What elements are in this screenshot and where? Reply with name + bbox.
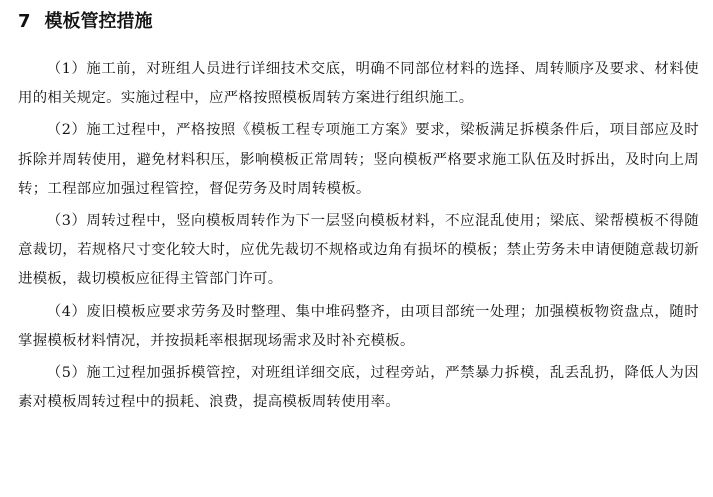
paragraph-3: （3）周转过程中，竖向模板周转作为下一层竖向模板材料，不应混乱使用；梁底、梁帮模板不得随意裁切，若规格尺寸变化较大时，应优先裁切不规格或边角有损坏的模板；禁止劳务未申请便随意裁切新进模板，裁切模板应征得主管部门许可。 [18, 213, 699, 288]
paragraph-5: （5）施工过程加强拆模管控，对班组详细交底，过程旁站，严禁暴力拆模，乱丢乱扔，降低人为因素对模板周转过程中的损耗、浪费，提高模板周转使用率。 [18, 365, 699, 411]
section-heading [18, 8, 699, 36]
paragraph-1: （1）施工前，对班组人员进行详细技术交底，明确不同部位材料的选择、周转顺序及要求、材料使用的相关规定。实施过程中，应严格按照模板周转方案进行组织施工。 [18, 61, 699, 107]
section-body [18, 55, 699, 417]
section-number: 7 [18, 11, 31, 32]
paragraph-4: （4）废旧模板应要求劳务及时整理、集中堆码整齐，由项目部统一处理；加强模板物资盘点，随时掌握模板材料情况，并按损耗率根据现场需求及时补充模板。 [18, 303, 699, 349]
section-title: 模板管控措施 [44, 11, 153, 32]
paragraph-2: （2）施工过程中，严格按照《模板工程专项施工方案》要求，梁板满足拆模条件后，项目部应及时拆除并周转使用，避免材料积压，影响模板正常周转；竖向模板严格要求施工队伍及时拆出，及时向上周转；工程部应加强过程管控，督促劳务及时周转模板。 [18, 122, 699, 197]
